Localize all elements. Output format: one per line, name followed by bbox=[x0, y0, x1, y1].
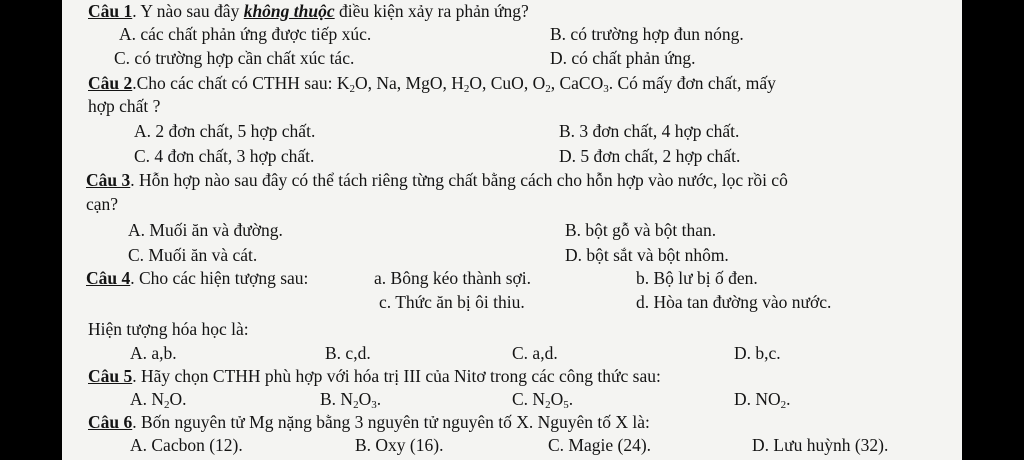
q4-label: Câu 4 bbox=[86, 268, 131, 288]
q4-item-a: a. Bông kéo thành sợi. bbox=[374, 268, 532, 288]
q1-keyword: không thuộc bbox=[243, 1, 335, 21]
q4-stem: Câu 4. Cho các hiện tượng sau: bbox=[86, 268, 309, 288]
q2-option-a: A. 2 đơn chất, 5 hợp chất. bbox=[134, 121, 316, 141]
q1-option-c: C. có trường hợp cần chất xúc tác. bbox=[114, 48, 355, 68]
q4-prompt: Hiện tượng hóa học là: bbox=[88, 319, 249, 339]
q6-option-b: B. Oxy (16). bbox=[355, 435, 444, 455]
q3-option-d: D. bột sắt và bột nhôm. bbox=[565, 245, 729, 265]
q3-option-a: A. Muối ăn và đường. bbox=[128, 220, 283, 240]
q5-option-a: A. $N_2O$. bbox=[130, 389, 187, 411]
q4-option-a: A. a,b. bbox=[130, 343, 177, 363]
q1-option-a: A. các chất phản ứng được tiếp xúc. bbox=[119, 24, 372, 44]
q5-option-d: D. $NO_2$. bbox=[734, 389, 791, 411]
q6-option-a: A. Cacbon (12). bbox=[130, 435, 243, 455]
q5-option-c: C. $N_2O_5$. bbox=[512, 389, 574, 411]
q6-option-d: D. Lưu huỳnh (32). bbox=[752, 435, 889, 455]
q5-stem: Câu 5. Hãy chọn CTHH phù hợp với hóa trị III của Nitơ trong các công thức sau: bbox=[88, 366, 661, 386]
q5-option-b: B. $N_2O_3$. bbox=[320, 389, 382, 411]
q4-option-b: B. c,d. bbox=[325, 343, 371, 363]
q2-stem: Câu 2.Cho các chất có CTHH sau: $K_2O$, Na, MgO, $H_2O$, CuO, $O_2$, CaCO$_3$. Có mấy đơn chất, mấy bbox=[88, 73, 776, 95]
q5-label: Câu 5 bbox=[88, 366, 133, 386]
q3-option-b: B. bột gỗ và bột than. bbox=[565, 220, 717, 240]
q1-option-d: D. có chất phản ứng. bbox=[550, 48, 696, 68]
q3-option-c: C. Muối ăn và cát. bbox=[128, 245, 258, 265]
q1-option-b: B. có trường hợp đun nóng. bbox=[550, 24, 744, 44]
q4-item-c: c. Thức ăn bị ôi thiu. bbox=[379, 292, 525, 312]
q2-label: Câu 2 bbox=[88, 73, 133, 93]
q4-option-d: D. b,c. bbox=[734, 343, 781, 363]
q6-option-c: C. Magie (24). bbox=[548, 435, 652, 455]
q2-option-c: C. 4 đơn chất, 3 hợp chất. bbox=[134, 146, 315, 166]
document-page bbox=[62, 0, 962, 460]
q4-option-c: C. a,d. bbox=[512, 343, 558, 363]
q3-stem: Câu 3. Hỗn hợp nào sau đây có thể tách riêng từng chất bằng cách cho hỗn hợp vào nước, lọc rồi cô bbox=[86, 170, 788, 190]
q4-item-b: b. Bộ lư bị ố đen. bbox=[636, 268, 758, 288]
q3-stem-line2: cạn? bbox=[86, 194, 119, 214]
q2-formulas: $K_2O$, Na, MgO, $H_2O$, CuO, $O_2$, CaCO$_3$ bbox=[336, 73, 609, 95]
q6-stem: Câu 6. Bốn nguyên tử Mg nặng bằng 3 nguyên tử nguyên tố X. Nguyên tố X là: bbox=[88, 412, 650, 432]
q2-option-b: B. 3 đơn chất, 4 hợp chất. bbox=[559, 121, 740, 141]
q6-label: Câu 6 bbox=[88, 412, 133, 432]
q2-stem-line2: hợp chất ? bbox=[88, 96, 161, 116]
q3-label: Câu 3 bbox=[86, 170, 131, 190]
q2-option-d: D. 5 đơn chất, 2 hợp chất. bbox=[559, 146, 741, 166]
q1-label: Câu 1 bbox=[88, 1, 133, 21]
q4-item-d: d. Hòa tan đường vào nước. bbox=[636, 292, 832, 312]
q1-stem: Câu 1. Y nào sau đây không thuộc điều kiện xảy ra phản ứng? bbox=[88, 1, 529, 21]
